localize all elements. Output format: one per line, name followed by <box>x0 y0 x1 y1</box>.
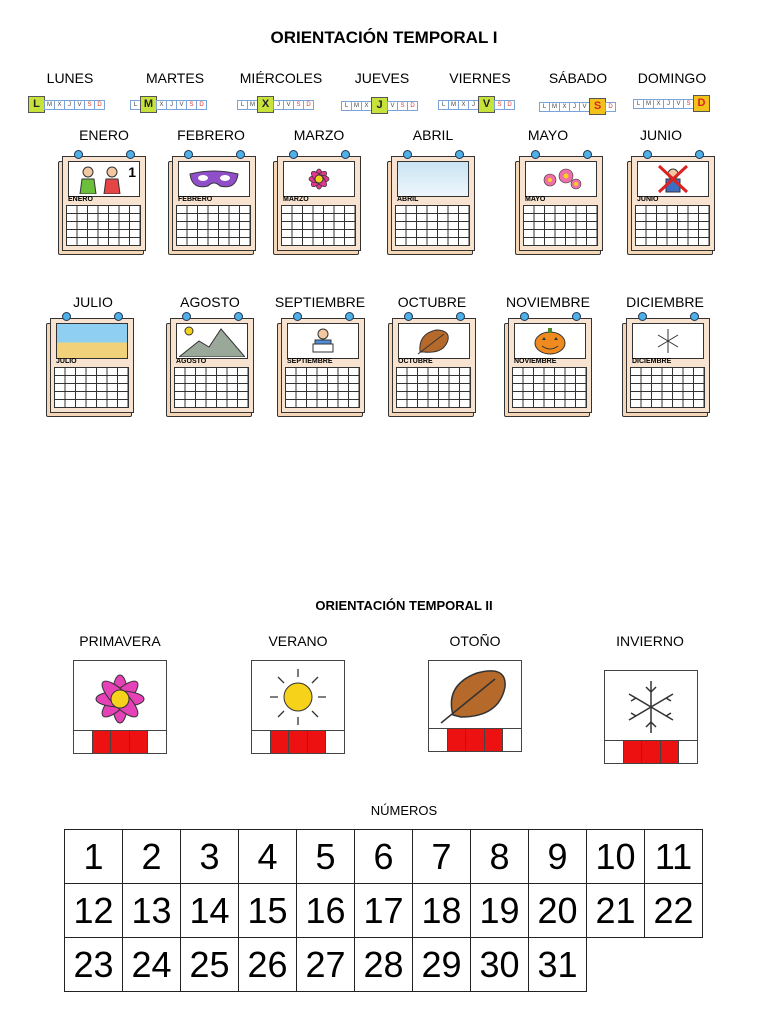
empty-cell <box>587 938 645 992</box>
number-cell: 1 <box>65 830 123 884</box>
mask-icon <box>178 161 250 197</box>
month-label-diciembre: DICIEMBRE <box>626 294 704 310</box>
day-label-domingo: DOMINGO <box>637 70 707 86</box>
season-card-otono <box>428 660 522 752</box>
number-cell: 11 <box>645 830 703 884</box>
sun-icon <box>266 665 330 729</box>
season-label-verano: VERANO <box>268 633 328 649</box>
weekday-strip-martes: L M X J V S D <box>130 100 206 109</box>
month-label-julio: JULIO <box>73 294 113 310</box>
month-label-mayo: MAYO <box>527 127 569 143</box>
month-label-marzo: MARZO <box>293 127 345 143</box>
number-cell: 15 <box>239 884 297 938</box>
section-title: ORIENTACIÓN TEMPORAL II <box>315 598 493 613</box>
beach-icon <box>56 323 128 359</box>
season-label-primavera: PRIMAVERA <box>79 633 161 649</box>
number-cell: 23 <box>65 938 123 992</box>
snowflake-icon <box>621 677 681 737</box>
calendar-julio: JULIO <box>50 315 136 415</box>
number-cell: 4 <box>239 830 297 884</box>
calendar-abril: ABRIL <box>391 153 477 253</box>
month-label-junio: JUNIO <box>640 127 682 143</box>
weekday-strip-jueves: L M X J V S D <box>341 101 417 110</box>
reading-icon <box>287 323 359 359</box>
number-cell: 14 <box>181 884 239 938</box>
number-cell: 25 <box>181 938 239 992</box>
calendar-noviembre: NOVIEMBRE <box>508 315 594 415</box>
table-row <box>65 830 703 884</box>
day-label-jueves: JUEVES <box>354 70 410 86</box>
number-cell: 26 <box>239 938 297 992</box>
number-cell: 5 <box>297 830 355 884</box>
weekday-strip-viernes: L M X J V S D <box>438 100 514 109</box>
number-cell: 21 <box>587 884 645 938</box>
season-card-primavera <box>73 660 167 754</box>
number-cell: 16 <box>297 884 355 938</box>
calendar-septiembre: SEPTIEMBRE <box>281 315 367 415</box>
month-label-octubre: OCTUBRE <box>397 294 467 310</box>
day-label-sabado: SÁBADO <box>548 70 608 86</box>
number-cell: 29 <box>413 938 471 992</box>
table-row <box>65 884 703 938</box>
number-cell: 19 <box>471 884 529 938</box>
number-cell: 28 <box>355 938 413 992</box>
calendar-febrero: FEBRERO <box>172 153 258 253</box>
no-school-icon <box>637 161 709 197</box>
number-cell: 10 <box>587 830 645 884</box>
leaf-icon <box>398 323 470 359</box>
calendar-agosto: AGOSTO <box>170 315 256 415</box>
month-label-abril: ABRIL <box>412 127 454 143</box>
calendar-enero: 1 ENERO <box>62 153 148 253</box>
number-cell: 7 <box>413 830 471 884</box>
pumpkin-icon <box>514 323 586 359</box>
empty-cell <box>645 938 703 992</box>
number-cell: 2 <box>123 830 181 884</box>
number-cell: 20 <box>529 884 587 938</box>
numbers-title: NÚMEROS <box>370 803 438 818</box>
number-cell: 31 <box>529 938 587 992</box>
numbers-table <box>64 829 703 992</box>
number-cell: 17 <box>355 884 413 938</box>
number-cell: 27 <box>297 938 355 992</box>
weekday-strip-sabado: L M X J V S D <box>539 102 615 111</box>
season-label-otono: OTOÑO <box>449 633 501 649</box>
month-label-enero: ENERO <box>79 127 129 143</box>
flower-icon <box>88 667 152 731</box>
weekday-strip-lunes: L M X J V S D <box>28 100 104 109</box>
day-label-miercoles: MIÉRCOLES <box>239 70 323 86</box>
month-label-agosto: AGOSTO <box>180 294 240 310</box>
calendar-junio: JUNIO <box>631 153 717 253</box>
snowflake-icon <box>632 323 704 359</box>
leaf-icon <box>437 665 513 725</box>
number-cell: 9 <box>529 830 587 884</box>
calendar-marzo: MARZO <box>277 153 363 253</box>
day-label-lunes: LUNES <box>46 70 94 86</box>
season-bar <box>605 740 697 763</box>
number-cell: 18 <box>413 884 471 938</box>
number-cell: 30 <box>471 938 529 992</box>
season-bar <box>252 730 344 753</box>
season-label-invierno: INVIERNO <box>616 633 684 649</box>
month-label-febrero: FEBRERO <box>177 127 245 143</box>
weekday-strip-miercoles: L M X J V S D <box>237 100 313 109</box>
page-title: ORIENTACIÓN TEMPORAL I <box>270 28 498 47</box>
season-bar <box>74 730 166 753</box>
number-cell: 22 <box>645 884 703 938</box>
number-cell: 3 <box>181 830 239 884</box>
rain-icon <box>397 161 469 197</box>
season-card-invierno <box>604 670 698 764</box>
number-cell: 24 <box>123 938 181 992</box>
calendar-mayo: MAYO <box>519 153 605 253</box>
number-cell: 8 <box>471 830 529 884</box>
season-bar <box>429 728 521 751</box>
number-cell: 6 <box>355 830 413 884</box>
number-cell: 12 <box>65 884 123 938</box>
flower-icon <box>283 161 355 197</box>
people-icon: 1 <box>68 161 140 197</box>
day-label-martes: MARTES <box>145 70 205 86</box>
number-cell: 13 <box>123 884 181 938</box>
month-label-noviembre: NOVIEMBRE <box>505 294 590 310</box>
table-row <box>65 938 703 992</box>
month-label-septiembre: SEPTIEMBRE <box>274 294 366 310</box>
calendar-diciembre: DICIEMBRE <box>626 315 712 415</box>
flowers-icon <box>525 161 597 197</box>
season-card-verano <box>251 660 345 754</box>
day-label-viernes: VIERNES <box>449 70 511 86</box>
mountain-icon <box>176 323 248 359</box>
calendar-octubre: OCTUBRE <box>392 315 478 415</box>
weekday-strip-domingo: L M X J V S D <box>633 99 709 108</box>
